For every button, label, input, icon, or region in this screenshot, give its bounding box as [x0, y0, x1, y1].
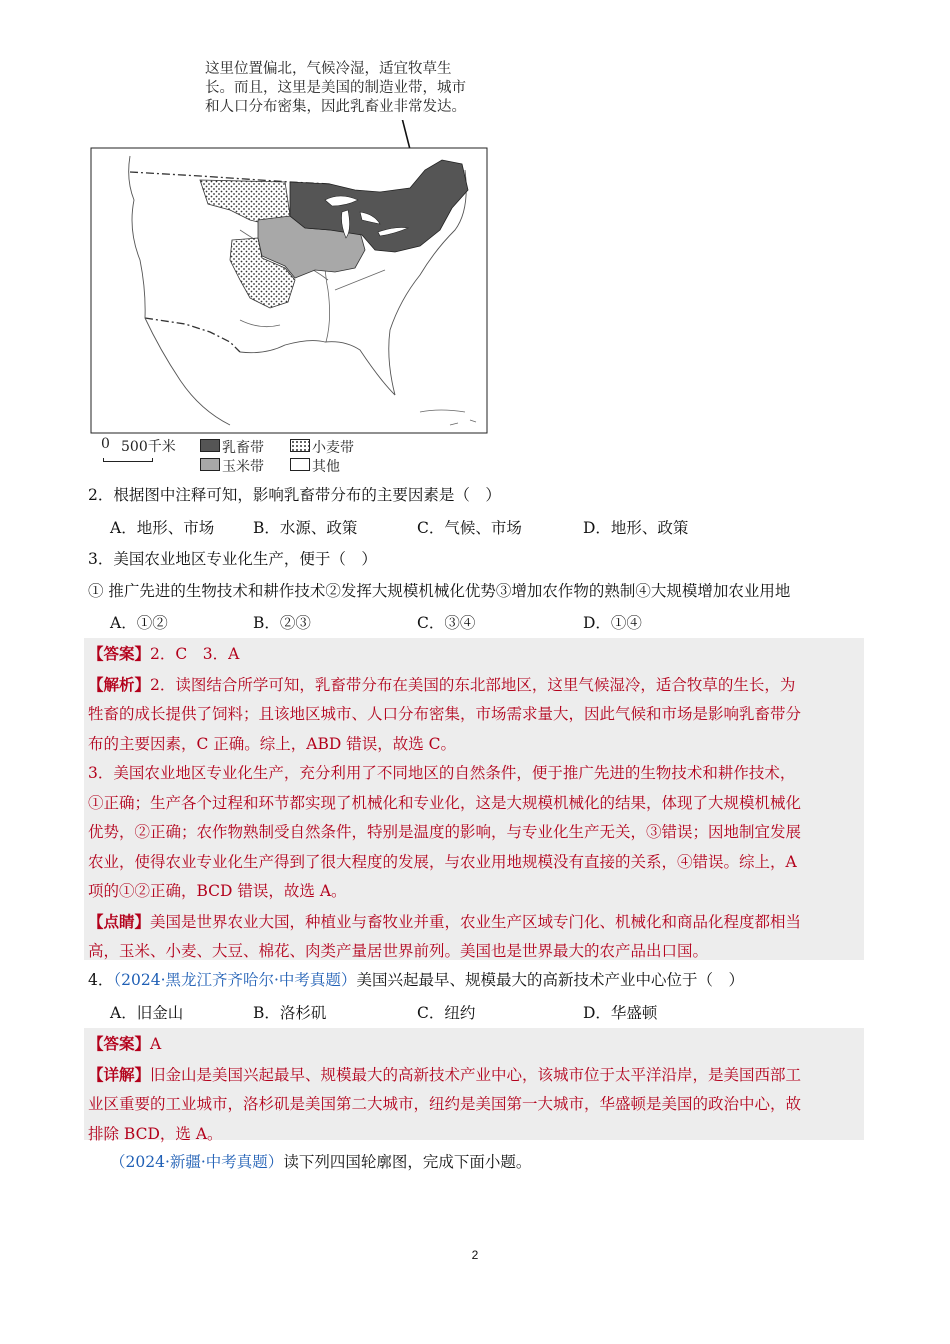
analysis-line: 布的主要因素，C 正确。综上，ABD 错误，故选 C。	[88, 734, 457, 753]
answer-tag: 【答案】	[88, 1034, 151, 1053]
legend-swatch-dairy	[200, 439, 220, 452]
q4-option-b: B．洛杉矶	[253, 1004, 327, 1022]
annotation-line: 长。而且，这里是美国的制造业带，城市	[205, 80, 466, 96]
answer-block-1	[88, 639, 858, 967]
detail-line: 业区重要的工业城市，洛杉矶是美国第二大城市，纽约是美国第一大城市，华盛顿是美国的政治中心，故	[88, 1095, 802, 1113]
detail-text: 旧金山是美国兴起最早、规模最大的高新技术产业中心，该城市位于太平洋沿岸，是美国西部工	[150, 1065, 802, 1084]
q2-option-d: D．地形、政策	[583, 519, 689, 537]
point-line	[88, 907, 858, 938]
answer-tag: 【答案】	[88, 644, 151, 663]
point-line: 高，玉米、小麦、大豆、棉花、肉类产量居世界前列。美国也是世界最大的农产品出口国。	[88, 942, 709, 960]
detail-line	[88, 1060, 858, 1091]
q4-number: 4．	[88, 971, 114, 989]
q4-option-a: A．旧金山	[110, 1004, 184, 1022]
scale-label: 500千米	[121, 439, 176, 455]
q2-option-a: A．地形、市场	[110, 519, 215, 537]
analysis-line: ①正确；生产各个过程和环节都实现了机械化和专业化，这是大规模机械化的结果，体现了大规模机械化	[88, 793, 802, 812]
q3-option-a: A．①②	[110, 614, 168, 632]
detail-tag: 【详解】	[88, 1064, 151, 1084]
q4-source: （2024·黑龙江齐齐哈尔·中考真题）	[113, 971, 357, 989]
legend-swatch-wheat	[290, 439, 310, 452]
annotation-line: 这里位置偏北，气候冷湿，适宜牧草生	[205, 61, 452, 77]
page-number: 2	[471, 1248, 479, 1262]
analysis-tag: 【解析】	[88, 674, 151, 694]
annotation-line: 和人口分布密集，因此乳畜业非常发达。	[205, 99, 466, 115]
question-4-stem	[88, 968, 744, 992]
legend-swatch-corn	[200, 458, 220, 471]
question-2-stem: 2．根据图中注释可知，影响乳畜带分布的主要因素是（ ）	[88, 486, 501, 504]
answer-line	[88, 1029, 858, 1060]
legend-label-dairy: 乳畜带	[222, 440, 264, 456]
question-3-statements: ① 推广先进的生物技术和耕作技术②发挥大规模机械化优势③增加农作物的熟制④大规模增加农业用地	[88, 582, 791, 600]
answer-block-2	[88, 1029, 858, 1149]
q5-source: （2024·新疆·中考真题）	[110, 1153, 284, 1171]
question-5-intro	[110, 1150, 531, 1174]
scale-zero: 0	[101, 436, 110, 452]
q4-text: 美国兴起最早、规模最大的高新技术产业中心位于（ ）	[356, 971, 744, 989]
q3-option-d: D．①④	[583, 614, 642, 632]
legend-label-corn: 玉米带	[222, 459, 264, 475]
point-tag: 【点睛】	[88, 911, 151, 931]
legend-label-other: 其他	[312, 459, 340, 475]
map-annotation	[205, 60, 495, 117]
question-3-stem: 3．美国农业地区专业化生产，便于（ ）	[88, 550, 377, 568]
q3-option-c: C．③④	[417, 614, 476, 632]
answer-line	[88, 639, 858, 670]
answer-text: 2．C 3．A	[150, 645, 240, 663]
analysis-line	[88, 670, 858, 701]
q3-option-b: B．②③	[253, 614, 311, 632]
legend-swatch-other	[290, 458, 310, 471]
q2-option-c: C．气候、市场	[417, 519, 522, 537]
point-text: 美国是世界农业大国，种植业与畜牧业并重，农业生产区域专门化、机械化和商品化程度都相当	[150, 912, 802, 931]
q4-option-d: D．华盛顿	[583, 1004, 658, 1022]
usa-agriculture-map	[90, 120, 490, 475]
detail-line: 排除 BCD，选 A。	[88, 1124, 223, 1143]
analysis-line: 优势，②正确；农作物熟制受自然条件，特别是温度的影响，与专业化生产无关，③错误；因地制宜发展	[88, 823, 802, 841]
analysis-line: 项的①②正确，BCD 错误，故选 A。	[88, 882, 347, 900]
analysis-line: 农业，使得农业专业化生产得到了很大程度的发展，与农业用地规模没有直接的关系，④错误。综上，A	[88, 852, 797, 871]
analysis-line: 3．美国农业地区专业化生产，充分利用了不同地区的自然条件，便于推广先进的生物技术和耕作技术，	[88, 764, 796, 782]
legend-label-wheat: 小麦带	[312, 440, 354, 456]
analysis-line: 牲畜的成长提供了饲料；且该地区城市、人口分布密集，市场需求量大，因此气候和市场是影响乳畜带分	[88, 705, 802, 723]
analysis-text: 2．读图结合所学可知，乳畜带分布在美国的东北部地区，这里气候湿冷，适合牧草的生长，为	[150, 675, 796, 694]
q4-option-c: C．纽约	[417, 1004, 476, 1022]
q5-text: 读下列四国轮廓图，完成下面小题。	[283, 1153, 532, 1171]
answer-text: A	[150, 1035, 162, 1053]
scale-line	[103, 458, 153, 462]
q2-option-b: B．水源、政策	[253, 519, 358, 537]
map-legend	[200, 437, 390, 477]
